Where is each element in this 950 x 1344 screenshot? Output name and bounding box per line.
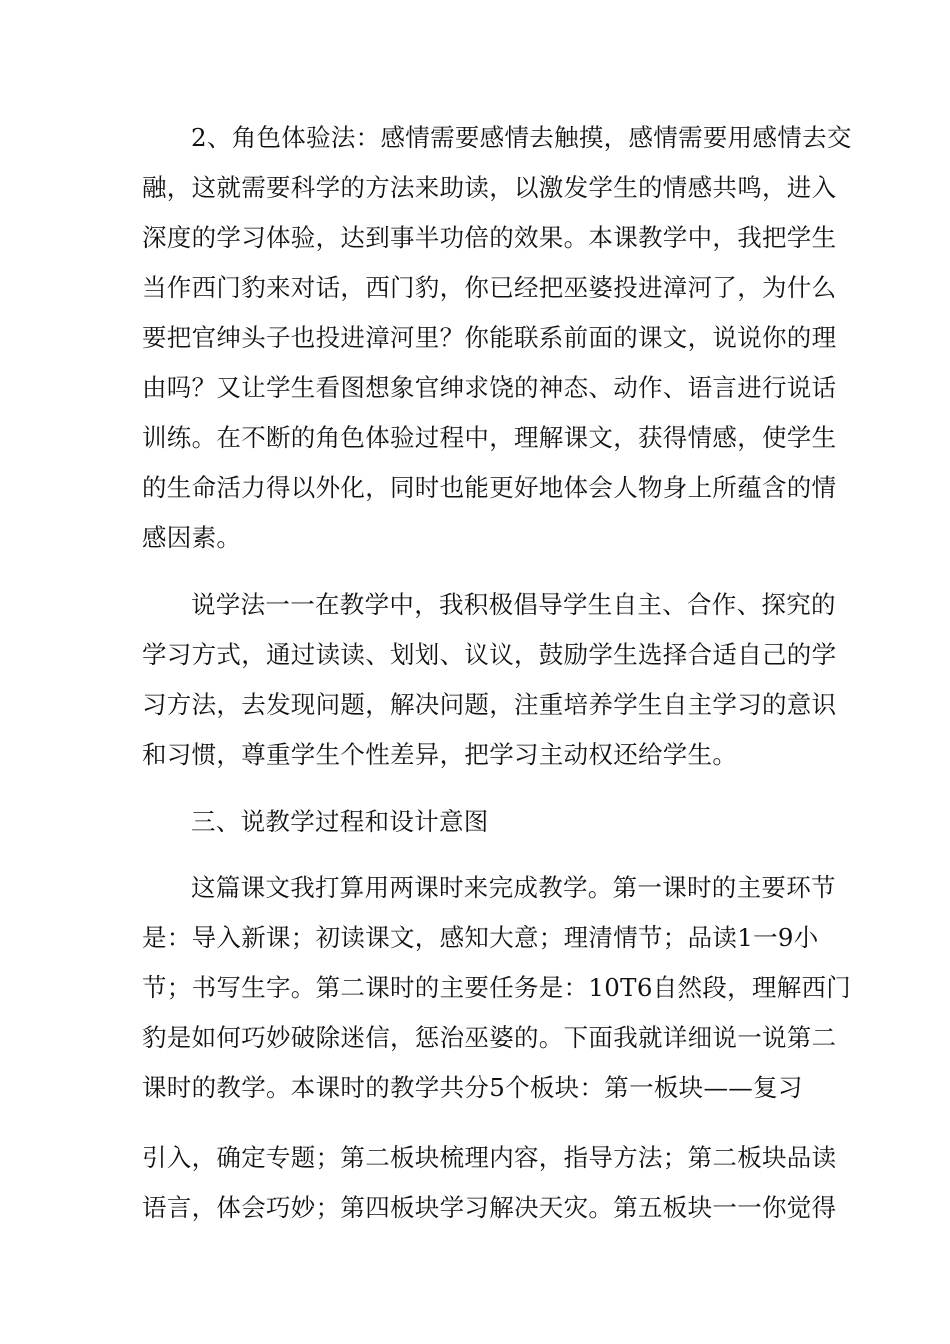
paragraph-teaching-process-continued bbox=[142, 1133, 837, 1233]
heading-text: 三、说教学过程和设计意图 bbox=[191, 807, 489, 836]
text-line: 节；书写生字。第二课时的主要任务是：10T6自然段，理解西门 bbox=[142, 973, 852, 1002]
text-line: 豹是如何巧妙破除迷信，惩治巫婆的。下面我就详细说一说第二 bbox=[142, 1023, 837, 1052]
paragraph-teaching-process bbox=[142, 863, 852, 1113]
text-line: 学习方式，通过读读、划划、议议，鼓励学生选择合适自己的学 bbox=[142, 640, 837, 669]
section-heading bbox=[142, 797, 810, 847]
text-line: 融，这就需要科学的方法来助读，以激发学生的情感共鸣，进入 bbox=[142, 173, 837, 202]
text-line: 要把官绅头子也投进漳河里？你能联系前面的课文，说说你的理 bbox=[142, 323, 837, 352]
text-line: 语言，体会巧妙；第四板块学习解决天灾。第五板块一一你觉得 bbox=[142, 1193, 837, 1222]
paragraph-role-experience bbox=[142, 113, 852, 563]
text-line: 说学法一一在教学中，我积极倡导学生自主、合作、探究的 bbox=[191, 590, 836, 619]
text-line: 当作西门豹来对话，西门豹，你已经把巫婆投进漳河了，为什么 bbox=[142, 273, 837, 302]
text-line: 由吗？又让学生看图想象官绅求饶的神态、动作、语言进行说话 bbox=[142, 373, 837, 402]
text-line: 深度的学习体验，达到事半功倍的效果。本课教学中，我把学生 bbox=[142, 223, 837, 252]
paragraph-study-method bbox=[142, 580, 837, 780]
text-line: 是：导入新课；初读课文，感知大意；理清情节；品读1一9小 bbox=[142, 923, 819, 952]
text-line: 课时的教学。本课时的教学共分5个板块：第一板块——复习 bbox=[142, 1073, 803, 1102]
text-line: 这篇课文我打算用两课时来完成教学。第一课时的主要环节 bbox=[191, 873, 836, 902]
text-line: 习方法，去发现问题，解决问题，注重培养学生自主学习的意识 bbox=[142, 690, 837, 719]
text-line: 引入，确定专题；第二板块梳理内容，指导方法；第二板块品读 bbox=[142, 1143, 837, 1172]
text-line: 和习惯，尊重学生个性差异，把学习主动权还给学生。 bbox=[142, 740, 738, 769]
text-line: 训练。在不断的角色体验过程中，理解课文，获得情感，使学生 bbox=[142, 423, 837, 452]
text-line: 感因素。 bbox=[142, 523, 242, 552]
text-line: 的生命活力得以外化，同时也能更好地体会人物身上所蕴含的情 bbox=[142, 473, 837, 502]
text-line: 2、角色体验法：感情需要感情去触摸，感情需要用感情去交 bbox=[191, 123, 852, 152]
